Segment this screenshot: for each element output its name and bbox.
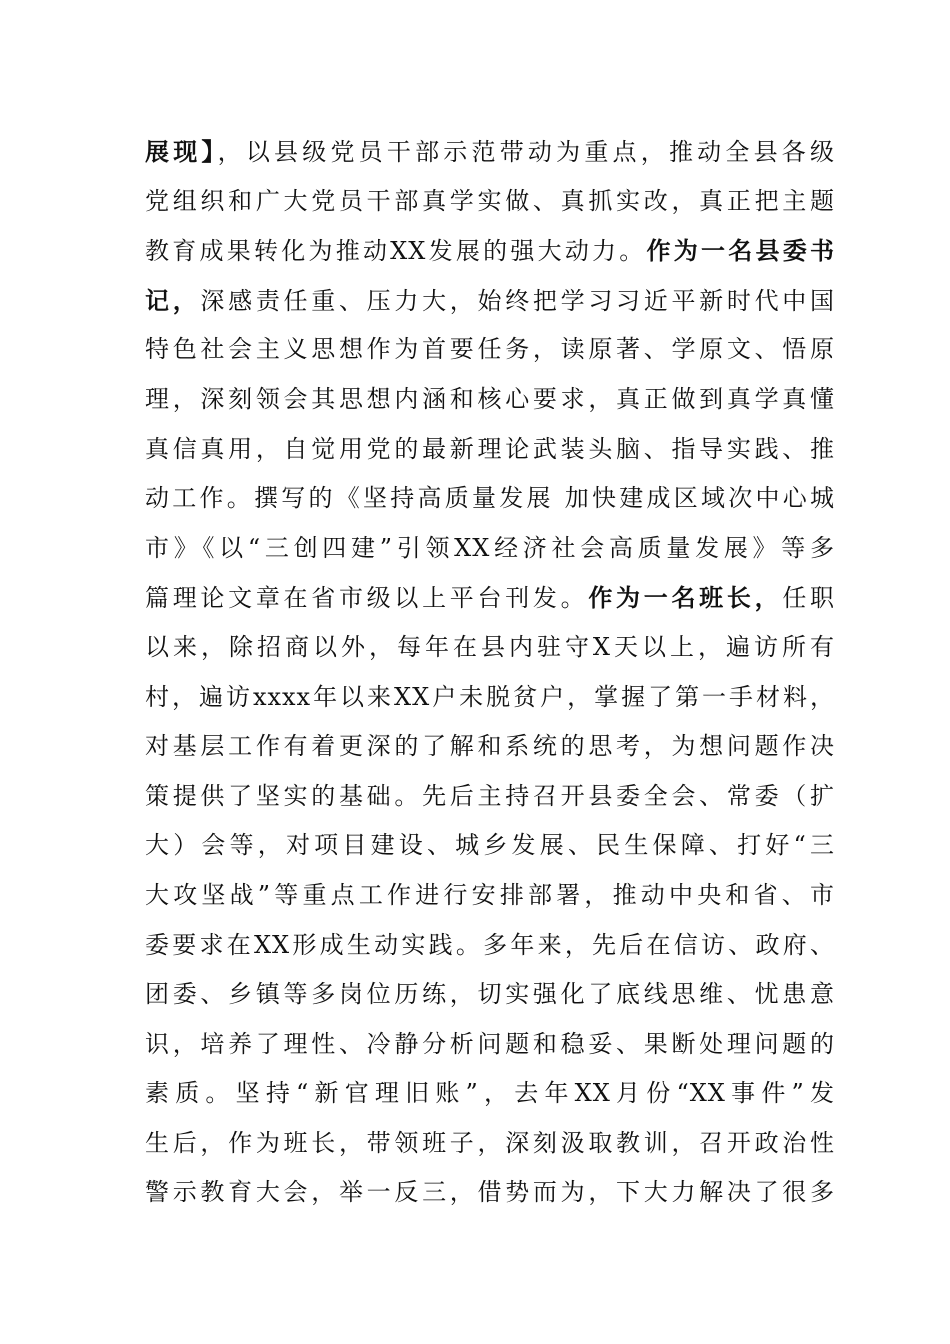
text-run: 教育成果转化为推动XX发展的强大动力。 (145, 237, 647, 266)
text-line-19 (145, 1020, 835, 1070)
text-run: 深感责任重、压力大，始终把学习习近平新时代中国 (200, 286, 836, 315)
text-line-18 (145, 970, 835, 1020)
text-line-2 (145, 177, 835, 227)
text-line-13 (145, 722, 835, 772)
text-line-10 (145, 573, 835, 623)
text-run: 任职 (782, 584, 836, 613)
text-line-1 (145, 127, 835, 177)
text-line-8 (145, 474, 835, 524)
text-run: ，以县级党员干部示范带动为重点，推动全县各级 (217, 138, 835, 166)
text-line-14 (145, 772, 835, 822)
text-line-4 (145, 276, 835, 326)
text-run: 委要求在XX形成生动实践。多年来，先后在信访、政府、 (145, 930, 835, 959)
text-run: 警示教育大会，举一反三，借势而为，下大力解决了很多 (145, 1178, 835, 1207)
text-run: 市》《以“三创四建”引领XX经济社会高质量发展》等多 (145, 533, 835, 562)
text-run: 理，深刻领会其思想内涵和核心要求，真正做到真学真懂 (145, 384, 835, 413)
text-run: 对基层工作有着更深的了解和系统的思考，为想问题作决 (145, 732, 835, 761)
text-run: 策提供了坚实的基础。先后主持召开县委全会、常委（扩 (145, 781, 835, 810)
text-line-6 (145, 375, 835, 425)
text-run: 大）会等，对项目建设、城乡发展、民生保障、打好“三 (145, 831, 835, 860)
text-run: 特色社会主义思想作为首要任务，读原著、学原文、悟原 (145, 335, 835, 364)
text-run: 真信真用，自觉用党的最新理论武装头脑、指导实践、推 (145, 434, 835, 463)
text-run: 党组织和广大党员干部真学实做、真抓实改，真正把主题 (145, 186, 835, 215)
text-run: 素质。坚持“新官理旧账”，去年XX月份“XX事件”发 (145, 1079, 835, 1108)
text-run: 作为一名班长， (588, 583, 783, 613)
text-line-9 (145, 524, 835, 574)
text-line-17 (145, 921, 835, 971)
text-run: 识，培养了理性、冷静分析问题和稳妥、果断处理问题的 (145, 1029, 835, 1058)
text-line-5 (145, 325, 835, 375)
text-line-22 (145, 1168, 835, 1218)
text-run: 篇理论文章在省市级以上平台刊发。 (145, 584, 589, 613)
text-run: 团委、乡镇等多岗位历练，切实强化了底线思维、忧患意 (145, 980, 835, 1009)
text-line-7 (145, 425, 835, 475)
text-run: 动工作。撰写的《坚持高质量发展 加快建成区域次中心城 (145, 484, 835, 513)
text-run: 生后，作为班长，带领班子，深刻汲取教训，召开政治性 (145, 1128, 835, 1157)
text-line-20 (145, 1069, 835, 1119)
text-run: 以来，除招商以外，每年在县内驻守X天以上，遍访所有 (145, 632, 835, 661)
text-line-21 (145, 1119, 835, 1169)
text-run: 村，遍访xxxx年以来XX户未脱贫户，掌握了第一手材料， (145, 682, 835, 711)
text-line-3 (145, 226, 835, 276)
text-line-12 (145, 673, 835, 723)
text-run: 作为一名县委书 (646, 236, 836, 266)
text-line-16 (145, 871, 835, 921)
text-run: 记， (145, 285, 201, 315)
text-run: 大攻坚战”等重点工作进行安排部署，推动中央和省、市 (145, 880, 835, 909)
text-run: 展现】 (145, 137, 218, 166)
document-body (145, 127, 835, 1218)
text-line-15 (145, 821, 835, 871)
text-line-11 (145, 623, 835, 673)
